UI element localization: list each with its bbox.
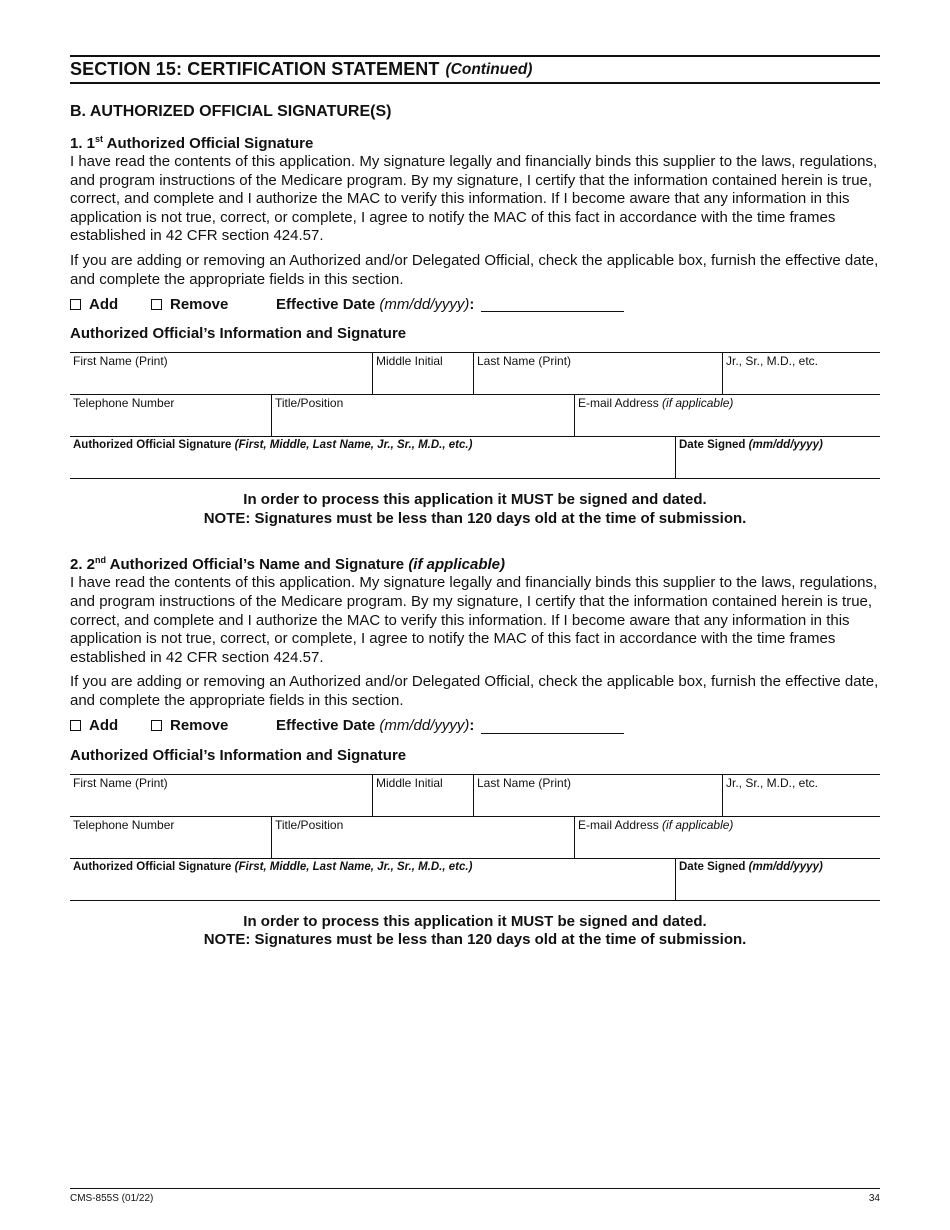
signature-field[interactable]	[70, 437, 676, 478]
last-name-field[interactable]	[474, 353, 723, 394]
section-header	[70, 55, 880, 84]
signature-row	[70, 859, 880, 901]
last-name-label: Last Name (Print)	[477, 775, 572, 790]
effective-date-text: Effective Date	[276, 295, 376, 313]
checkbox-box[interactable]	[70, 720, 81, 731]
title-position-label: Title/Position	[275, 817, 344, 832]
date-signed-label: Date Signed	[679, 439, 746, 452]
effective-date-colon: :	[469, 717, 475, 734]
page-number: 34	[868, 1193, 880, 1204]
remove-checkbox[interactable]	[151, 296, 276, 313]
notice-line-2: NOTE: Signatures must be less than 120 days old at the time of submission.	[203, 931, 747, 949]
checkbox-box[interactable]	[70, 299, 81, 310]
telephone-field[interactable]	[70, 395, 272, 436]
effective-date-format: (mm/dd/yyyy)	[379, 295, 470, 313]
instruction-paragraph: If you are adding or removing an Authorized and/or Delegated Official, check the applicable box, furnish the effective date, and complete the appropriate fields in this section.	[70, 673, 879, 709]
section-continued: (Continued)	[445, 60, 533, 78]
email-field[interactable]	[575, 817, 880, 858]
first-name-field[interactable]	[70, 775, 373, 816]
title-position-field[interactable]	[272, 395, 575, 436]
signature-notice	[70, 913, 880, 950]
effective-date-label	[276, 717, 474, 734]
signature-notice	[70, 491, 880, 528]
add-remove-row	[70, 291, 880, 317]
effective-date-field[interactable]	[481, 296, 624, 312]
info-title: Authorized Official’s Information and Signature	[70, 325, 407, 343]
add-label: Add	[89, 295, 119, 313]
block-title	[70, 555, 880, 574]
signature-note: (First, Middle, Last Name, Jr., Sr., M.D., etc.)	[234, 860, 473, 873]
telephone-field[interactable]	[70, 817, 272, 858]
notice-line-1: In order to process this application it MUST be signed and dated.	[243, 912, 707, 930]
block-title-main: Authorized Official’s Name and Signature	[106, 556, 409, 574]
notice-line-1: In order to process this application it MUST be signed and dated.	[243, 491, 707, 509]
effective-date-colon: :	[469, 295, 475, 313]
last-name-field[interactable]	[474, 775, 723, 816]
official-info-grid	[70, 352, 880, 479]
contact-row	[70, 395, 880, 437]
remove-checkbox[interactable]	[151, 717, 276, 734]
email-note: (if applicable)	[662, 396, 734, 411]
email-label: E-mail Address	[578, 817, 659, 832]
suffix-field[interactable]	[723, 775, 880, 816]
effective-date-label	[276, 296, 474, 313]
form-page	[70, 55, 880, 950]
title-position-field[interactable]	[272, 817, 575, 858]
add-label: Add	[89, 717, 119, 734]
effective-date-format: (mm/dd/yyyy)	[379, 717, 470, 734]
block-title	[70, 134, 880, 153]
middle-initial-field[interactable]	[373, 353, 474, 394]
contact-row	[70, 817, 880, 859]
form-id: CMS-855S (01/22)	[70, 1193, 154, 1204]
checkbox-box[interactable]	[151, 299, 162, 310]
effective-date-text: Effective Date	[276, 717, 376, 734]
first-name-field[interactable]	[70, 353, 373, 394]
signature-label: Authorized Official Signature	[73, 439, 232, 452]
date-signed-note: (mm/dd/yyyy)	[748, 439, 823, 452]
date-signed-label: Date Signed	[679, 860, 746, 873]
telephone-label: Telephone Number	[73, 817, 175, 832]
signature-row	[70, 437, 880, 479]
signature-label: Authorized Official Signature	[73, 860, 232, 873]
email-field[interactable]	[575, 395, 880, 436]
add-checkbox[interactable]	[70, 296, 151, 313]
certification-paragraph: I have read the contents of this application. My signature legally and financially binds this supplier to the laws, regulations, and program instructions of the Medicare program. By my signature, I certify that the information contained herein is true, correct, and complete and I authorize the MAC to verify this information. If I become aware that any information in this application is not true, correct, or complete, I agree to notify the MAC of this fact in accordance with the time frames established in 42 CFR section 424.57.	[70, 574, 878, 666]
name-row	[70, 353, 880, 395]
effective-date-field[interactable]	[481, 718, 624, 734]
add-remove-row	[70, 713, 880, 739]
section-title: SECTION 15: CERTIFICATION STATEMENT	[70, 59, 440, 79]
part-title: B. AUTHORIZED OFFICIAL SIGNATURE(S)	[70, 103, 392, 120]
block-title-sup: st	[95, 134, 104, 144]
middle-initial-label: Middle Initial	[376, 775, 443, 790]
last-name-label: Last Name (Print)	[477, 354, 572, 369]
remove-label: Remove	[170, 295, 229, 313]
block-title-prefix: 1. 1	[70, 135, 96, 152]
signature-note: (First, Middle, Last Name, Jr., Sr., M.D., etc.)	[234, 439, 473, 452]
first-name-label: First Name (Print)	[73, 775, 168, 790]
name-row	[70, 775, 880, 817]
date-signed-field[interactable]	[676, 437, 880, 478]
block-title-suffix: (if applicable)	[408, 556, 505, 574]
email-label: E-mail Address	[578, 396, 659, 411]
suffix-field[interactable]	[723, 353, 880, 394]
block-title-sup: nd	[95, 555, 107, 566]
suffix-label: Jr., Sr., M.D., etc.	[726, 775, 819, 790]
title-position-label: Title/Position	[275, 396, 344, 411]
remove-label: Remove	[170, 717, 229, 734]
official-info-grid	[70, 774, 880, 901]
official-block-2	[70, 555, 880, 949]
telephone-label: Telephone Number	[73, 396, 175, 411]
middle-initial-label: Middle Initial	[376, 354, 443, 369]
add-checkbox[interactable]	[70, 717, 151, 734]
official-block-1	[70, 134, 880, 528]
block-title-main: Authorized Official Signature	[103, 135, 314, 152]
first-name-label: First Name (Print)	[73, 354, 168, 369]
page-footer	[70, 1188, 880, 1204]
date-signed-field[interactable]	[676, 859, 880, 900]
email-note: (if applicable)	[662, 817, 734, 832]
notice-line-2: NOTE: Signatures must be less than 120 days old at the time of submission.	[203, 509, 747, 527]
checkbox-box[interactable]	[151, 720, 162, 731]
block-title-prefix: 2. 2	[70, 556, 96, 574]
signature-field[interactable]	[70, 859, 676, 900]
info-title: Authorized Official’s Information and Signature	[70, 746, 407, 764]
suffix-label: Jr., Sr., M.D., etc.	[726, 354, 819, 369]
instruction-paragraph: If you are adding or removing an Authorized and/or Delegated Official, check the applicable box, furnish the effective date, and complete the appropriate fields in this section.	[70, 251, 879, 288]
middle-initial-field[interactable]	[373, 775, 474, 816]
date-signed-note: (mm/dd/yyyy)	[748, 860, 823, 873]
certification-paragraph: I have read the contents of this application. My signature legally and financially binds this supplier to the laws, regulations, and program instructions of the Medicare program. By my signature, I certify that the information contained herein is true, correct, and complete and I authorize the MAC to verify this information. If I become aware that any information in this application is not true, correct, or complete, I agree to notify the MAC of this fact in accordance with the time frames established in 42 CFR section 424.57.	[70, 153, 878, 245]
